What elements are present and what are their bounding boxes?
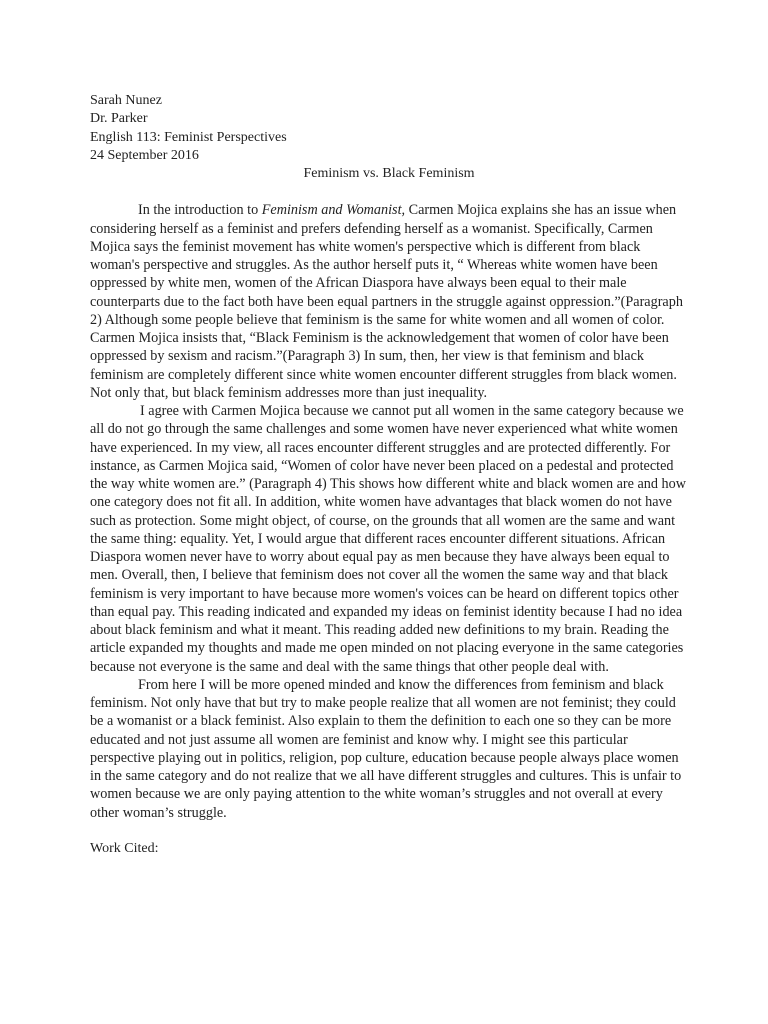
instructor-name: Dr. Parker: [90, 111, 148, 127]
works-cited-heading: Work Cited:: [90, 840, 159, 856]
book-title: Feminism and Womanist,: [261, 202, 406, 219]
course-name: English 113: Feminist Perspectives: [90, 129, 287, 145]
essay-title: Feminism vs. Black Feminism: [303, 166, 475, 182]
essay-body: [90, 92, 688, 858]
paragraph-lead: In the introduction to: [138, 202, 262, 219]
paragraph-introduction: [90, 201, 688, 402]
paragraph-text: Carmen Mojica explains she has an issue when considering herself as a feminist and prefers defending herself as a womanist. Specifically, Carmen Mojica says the feminist movement has white women's perspective which is different from black woman's perspective and struggles. As the author herself puts it, “ Whereas white women have been oppressed by white men, women of the African Diaspora have always been equal to their male counterparts due to the fact both have been equal partners in the struggle against oppression.”(Paragraph 2) Although some people believe that feminism is the same for white women and all women of color. Carmen Mojica insists that, “Black Feminism is the acknowledgement that women of color have been oppressed by sexism and racism.”(Paragraph 3) In sum, then, her view is that feminism and black feminism are completely different since white women encounter different struggles from black women. Not only that, but black feminism addresses more than just inequality.: [90, 202, 683, 401]
paragraph-conclusion: From here I will be more opened minded and know the differences from feminism and black feminism. Not only have that but try to make people realize that all women are not feminist; they could be a womanist or a black feminist. Also explain to them the definition to each one so they can be more educated and not just assume all women are feminist and know why. I might see this particular perspective playing out in politics, religion, pop culture, education because people always place women in the same category and do not realize that we all have different struggles and cultures. This is unfair to women because we are only paying attention to the white woman’s struggles and not overall at every other woman’s struggle.: [90, 676, 682, 821]
essay-date: 24 September 2016: [90, 147, 199, 163]
author-name: Sarah Nunez: [90, 93, 162, 108]
essay-header: [90, 92, 688, 165]
paragraph-agreement: I agree with Carmen Mojica because we cannot put all women in the same category because we all do not go through the same challenges and some women have never experienced what white women have experienced. In my view, all races encounter different struggles and are protected differently. For instance, as Carmen Mojica said, “Women of color have never been placed on a pedestal and protected the way white women are.” (Paragraph 4) This shows how different white and black women are and how one category does not fit all. In addition, white women have advantages that black women do not have such as protection. Some might object, of course, on the grounds that all women are the same and want the same thing: equality. Yet, I would argue that different races encounter different situations. African Diaspora women never have to worry about equal pay as men because they have always been equal to men. Overall, then, I believe that feminism does not cover all the women the same way and that black feminism is very important to have because more women's voices can be heard on different topics other than equal pay. This reading indicated and expanded my ideas on feminist identity because I had no idea about black feminism and what it meant. This reading added new definitions to my brain. Reading the article expanded my thoughts and made me open minded on not placing everyone in the same categories because not everyone is the same and deal with the same things that other people deal with.: [90, 403, 686, 675]
